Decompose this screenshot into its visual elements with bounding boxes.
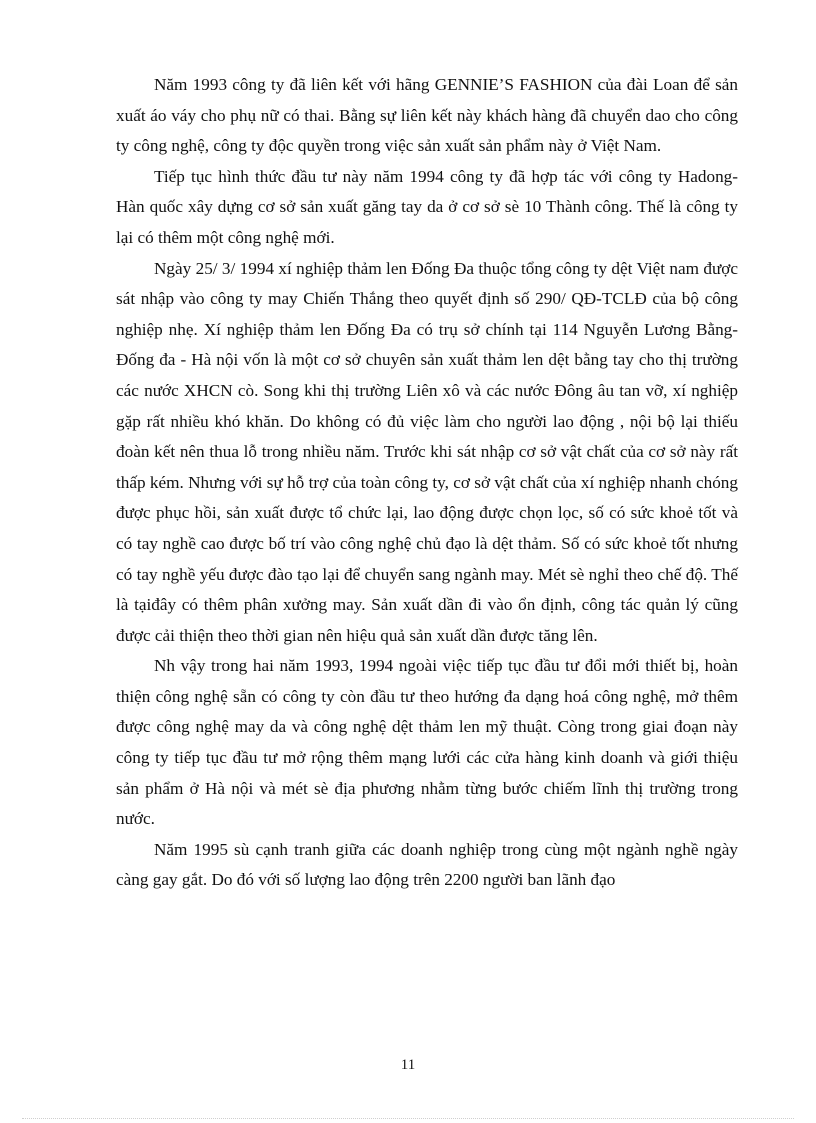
paragraph-4: Nh vậy trong hai năm 1993, 1994 ngoài việc tiếp tục đầu tư đổi mới thiết bị, hoàn thiện công nghệ sẵn có công ty còn đầu tư theo hướng đa dạng hoá công nghệ, mở thêm được công nghệ may da và công nghệ dệt thảm len mỹ thuật. Còng trong giai đoạn này công ty tiếp tục đầu tư mở rộng thêm mạng lưới các cửa hàng kinh doanh và giới thiệu sản phẩm ở Hà nội và mét sè địa phương nhằm từng bước chiếm lĩnh thị trường trong nước. bbox=[116, 656, 738, 829]
paragraph-2: Tiếp tục hình thức đầu tư này năm 1994 công ty đã hợp tác với công ty Hadong- Hàn quốc xây dựng cơ sở sản xuất găng tay da ở cơ sở sè 10 Thành công. Thế là công ty lại có thêm một công nghệ mới. bbox=[116, 166, 738, 247]
paragraph-5: Năm 1995 sù cạnh tranh giữa các doanh nghiệp trong cùng một ngành nghề ngày càng gay gắt. Do đó với số lượng lao động trên 2200 người ban lãnh đạo bbox=[116, 839, 738, 890]
body-text bbox=[116, 70, 738, 896]
page-number: 11 bbox=[400, 1057, 416, 1073]
page-bottom-divider bbox=[22, 1118, 794, 1119]
paragraph-1: Năm 1993 công ty đã liên kết với hãng GENNIE’S FASHION của đài Loan để sản xuất áo váy cho phụ nữ có thai. Bằng sự liên kết này khách hàng đã chuyển dao cho công ty công nghệ, công ty độc quyền trong việc sản xuất sản phẩm này ở Việt Nam. bbox=[116, 75, 738, 156]
paragraph-3: Ngày 25/ 3/ 1994 xí nghiệp thảm len Đống Đa thuộc tổng công ty dệt Việt nam được sát nhập vào công ty may Chiến Thắng theo quyết định số 290/ QĐ-TCLĐ của bộ công nghiệp nhẹ. Xí nghiệp thảm len Đống Đa có trụ sở chính tại 114 Nguyễn Lương Bằng- Đống đa - Hà nội vốn là một cơ sở chuyên sản xuất thảm len dệt bằng tay cho thị trường các nước XHCN cò. Song khi thị trường Liên xô và các nước Đông âu tan vỡ, xí nghiệp gặp rất nhiều khó khăn. Do không có đủ việc làm cho người lao động , nội bộ lại thiếu đoàn kết nên thua lỗ trong nhiều năm. Trước khi sát nhập cơ sở vật chất của cơ sở này rất thấp kém. Nhưng với sự hỗ trợ của toàn công ty, cơ sở vật chất của xí nghiệp nhanh chóng được phục hồi, sản xuất được tổ chức lại, lao động được chọn lọc, số có sức khoẻ tốt và có tay nghề cao được bố trí vào công nghệ chủ đạo là dệt thảm. Số có sức khoẻ tốt nhưng có tay nghề yếu được đào tạo lại để chuyển sang ngành may. Mét sè nghỉ theo chế độ. Thế là tạiđây có thêm phân xưởng may. Sản xuất dần đi vào ổn định, công tác quản lý cũng được cải thiện theo thời gian nên hiệu quả sản xuất dần được tăng lên. bbox=[116, 258, 738, 645]
